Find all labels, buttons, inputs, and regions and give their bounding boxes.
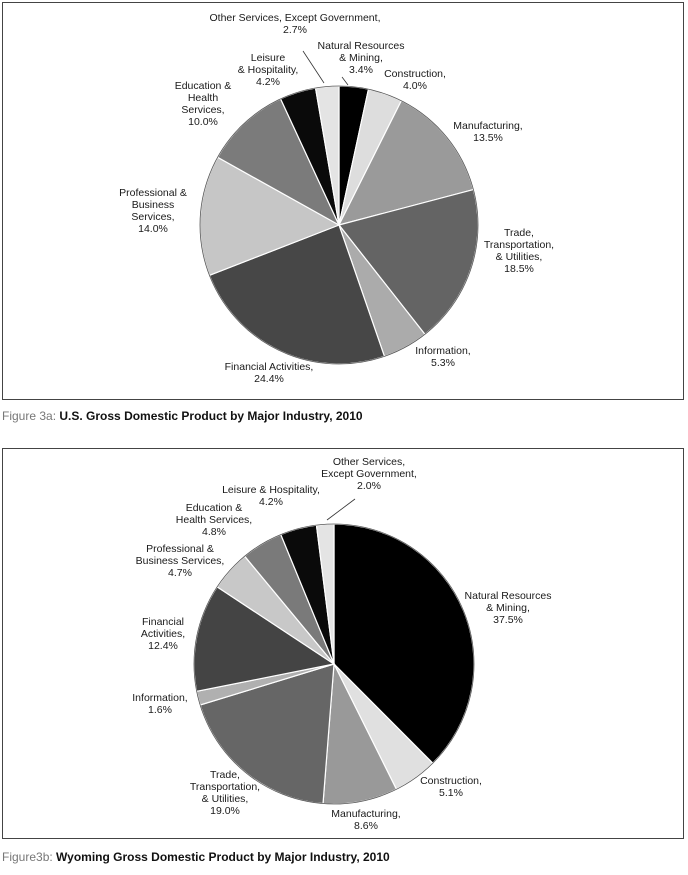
slice-label-line: Business bbox=[131, 199, 175, 211]
slice-label-line: Transportation, bbox=[189, 781, 261, 793]
slice-label bbox=[176, 502, 252, 538]
figure-caption-title: Wyoming Gross Domestic Product by Major Industry, 2010 bbox=[56, 850, 390, 864]
slice-label-line: 2.0% bbox=[357, 480, 381, 492]
slice-label-line: & Utilities, bbox=[495, 251, 543, 263]
slice-label-line: Professional & bbox=[119, 187, 187, 199]
slice-label-line: Manufacturing, bbox=[453, 120, 523, 132]
slice-label-line: Health Services, bbox=[175, 514, 253, 526]
slice-label-line: & Mining, bbox=[486, 602, 530, 614]
slice-label-line: 8.6% bbox=[354, 820, 378, 832]
slice-label bbox=[210, 12, 381, 36]
slice-label-line: Financial bbox=[141, 616, 185, 628]
slice-label-line: Other Services, Except Government, bbox=[209, 12, 381, 24]
slice-label-line: 1.6% bbox=[148, 704, 172, 716]
slice-label-line: Education & bbox=[174, 80, 232, 92]
slice-label bbox=[141, 616, 185, 652]
slice-label-line: Natural Resources bbox=[317, 40, 405, 52]
slice-label-line: 13.5% bbox=[473, 132, 503, 144]
slice-label-line: 18.5% bbox=[504, 263, 534, 275]
figure-caption-wyoming bbox=[2, 850, 390, 864]
slice-label-line: & Utilities, bbox=[201, 793, 249, 805]
slice-label bbox=[384, 68, 446, 92]
slice-label-line: Information, bbox=[132, 692, 188, 704]
slice-label-line: & Mining, bbox=[339, 52, 383, 64]
slice-label-line: 12.4% bbox=[148, 640, 178, 652]
chart-frame-wyoming bbox=[2, 448, 684, 839]
slice-label-line: Except Government, bbox=[321, 468, 417, 480]
leader-line bbox=[327, 499, 355, 520]
slice-label-line: 5.1% bbox=[439, 787, 463, 799]
slice-label bbox=[415, 345, 470, 369]
slice-label bbox=[175, 80, 232, 128]
slice-label bbox=[484, 227, 554, 275]
slice-label-line: 37.5% bbox=[493, 614, 523, 626]
slice-label-line: Trade, bbox=[210, 769, 240, 781]
slice-label bbox=[119, 187, 187, 235]
slice-label-line: Transportation, bbox=[483, 239, 555, 251]
slice-label-line: Construction, bbox=[420, 775, 482, 787]
slice-label-line: Other Services, bbox=[332, 456, 406, 468]
slice-label-line: 4.2% bbox=[256, 76, 280, 88]
slice-label-line: Professional & bbox=[146, 543, 214, 555]
slice-label-line: Construction, bbox=[384, 68, 446, 80]
slice-label-line: 2.7% bbox=[283, 24, 307, 36]
slice-label bbox=[136, 543, 225, 579]
slice-label-line: 3.4% bbox=[349, 64, 373, 76]
slice-label-line: Services, bbox=[131, 211, 175, 223]
leader-line bbox=[303, 51, 324, 83]
slice-label-line: Education & bbox=[185, 502, 243, 514]
slice-label bbox=[465, 590, 552, 626]
figure-caption-us bbox=[2, 409, 363, 423]
slice-label bbox=[331, 808, 400, 832]
slice-label-line: 14.0% bbox=[138, 223, 168, 235]
slice-label-line: Information, bbox=[415, 345, 471, 357]
slice-label bbox=[132, 692, 187, 716]
slice-label-line: & Hospitality, bbox=[237, 64, 299, 76]
slice-label-line: Financial Activities, bbox=[224, 361, 314, 373]
chart-frame-us bbox=[2, 2, 684, 400]
slice-label-line: Leisure bbox=[250, 52, 286, 64]
slice-label-line: Services, bbox=[181, 104, 225, 116]
slice-label bbox=[225, 361, 314, 385]
slice-label-line: Trade, bbox=[504, 227, 534, 239]
pie-chart-us bbox=[3, 3, 683, 399]
slice-label-line: Health bbox=[187, 92, 219, 104]
leader-line bbox=[342, 77, 348, 85]
slice-label bbox=[321, 456, 417, 492]
slice-label-line: Activities, bbox=[140, 628, 186, 640]
slice-label-line: Leisure & Hospitality, bbox=[222, 484, 320, 496]
slice-label-line: 4.2% bbox=[259, 496, 283, 508]
slice-label bbox=[420, 775, 482, 799]
slice-label-line: 4.0% bbox=[403, 80, 427, 92]
slice-label-line: 24.4% bbox=[254, 373, 284, 385]
slice-label-line: 10.0% bbox=[188, 116, 218, 128]
slice-label-line: Natural Resources bbox=[464, 590, 552, 602]
slice-label-line: Manufacturing, bbox=[331, 808, 401, 820]
slice-label bbox=[238, 52, 299, 88]
figure-caption-prefix: Figure 3a: bbox=[2, 409, 57, 423]
slice-label-line: Business Services, bbox=[135, 555, 225, 567]
slice-label-line: 19.0% bbox=[210, 805, 240, 817]
pie-chart-wyoming bbox=[3, 449, 683, 838]
figure-caption-prefix: Figure3b: bbox=[2, 850, 53, 864]
slice-label-line: 4.8% bbox=[202, 526, 226, 538]
slice-label bbox=[453, 120, 522, 144]
slice-label-line: 5.3% bbox=[431, 357, 455, 369]
slice-label-line: 4.7% bbox=[168, 567, 192, 579]
figure-caption-title: U.S. Gross Domestic Product by Major Industry, 2010 bbox=[59, 409, 363, 423]
